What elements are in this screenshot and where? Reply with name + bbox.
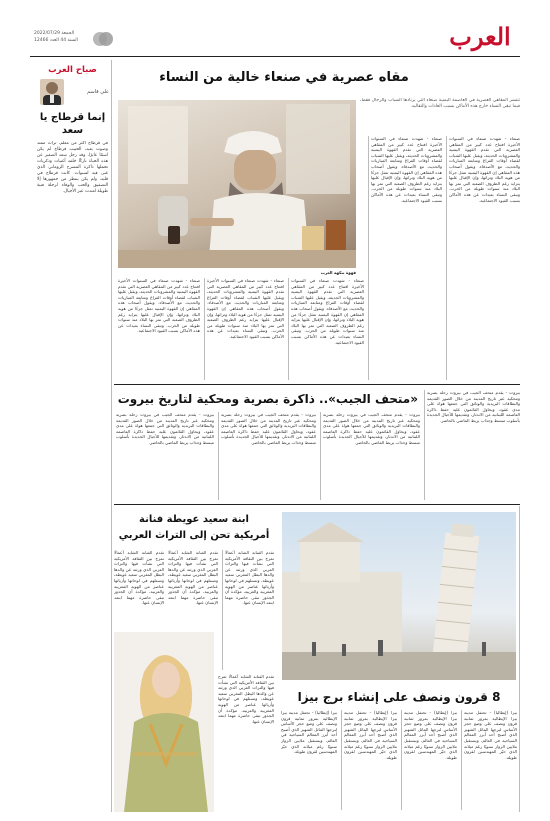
coffee-maker-illustration [118,100,356,268]
story-beirut-col-1: بيروت - يقدم متحف الجيب في بيروت رحلة بصرية ومحكية عبر تاريخ المدينة من خلال الصور القديمة والبطاقات البريدية والوثائق التي جمعها هواة على مدى عقود، ويحاول القائمون عليه حفظ ذاكرة العاصمة اللبنانية من الاندثار، وتقديمها للأجيال الجديدة بأسلوب مبسط وجذاب يربط الماضي بالحاضر. [424,390,520,500]
divider-2 [114,504,520,505]
author-portrait-icon [40,79,64,105]
story-beirut-col-4: بيروت - يقدم متحف الجيب في بيروت رحلة بصرية ومحكية عبر تاريخ المدينة من خلال الصور القديمة والبطاقات البريدية والوثائق التي جمعها هواة على مدى عقود، ويحاول القائمون عليه حفظ ذاكرة العاصمة اللبنانية من الاندثار، وتقديمها للأجيال الجديدة بأسلوب مبسط وجذاب يربط الماضي بالحاضر. [116,412,214,445]
column-section-label: صباح العرب [48,65,97,75]
emblem-icon [92,28,114,50]
author-avatar [40,79,64,105]
story-sanaa-title: مقاه عصرية في صنعاء خالية من النساء [159,70,409,85]
story-sanaa-col-5: صنعاء - شهدت صنعاء في السنوات الأخيرة افتتاح عدد كبير من المقاهي العصرية التي تقدم القهوة اليمنية والمشروبات الحديثة، ويقبل عليها الشباب لقضاء أوقات الفراغ ومتابعة المباريات والحديث مع الأصدقاء. ويقول أصحاب هذه المقاهي إن القهوة اليمنية تمثل جزءًا من هوية البلاد وتراثها، وإن الإقبال عليها يتزايد رغم الظروف الصعبة التي تمر بها البلاد منذ سنوات طويلة من الحرب. وتبقى النساء بعيدات عن هذه الأماكن بسبب القيود الاجتماعية. [118,278,200,334]
issue-line: السنة 44 العدد 12466 [34,38,78,43]
divider-1 [114,384,520,385]
logo-text: العرب [449,22,511,51]
story-aouita-col-3: تقدم الفنانة الشابة أعمالًا تمزج بين الثقافة الأمريكية التي نشأت فيها والتراث العربي الذي ورثته عن والدها البطل المغربي سعيد عويطة، وتستلهم في لوحاتها وأزيائها عناصر من الهوية المغربية والعربية، مؤكدة أن الجذور تبقى حاضرة مهما ابتعد الإنسان عنها. [114,550,164,606]
masthead-logo [440,22,520,52]
story-beirut-title: «متحف الجيب».. ذاكرة بصرية ومحكية لتاريخ بيروت [117,392,418,406]
story-beirut-col-2: بيروت - يقدم متحف الجيب في بيروت رحلة بصرية ومحكية عبر تاريخ المدينة من خلال الصور القديمة والبطاقات البريدية والوثائق التي جمعها هواة على مدى عقود، ويحاول القائمون عليه حفظ ذاكرة العاصمة اللبنانية من الاندثار، وتقديمها للأجيال الجديدة بأسلوب مبسط وجذاب يربط الماضي بالحاضر. [320,412,420,500]
author-name: علي قاسم [87,89,109,95]
story-pisa-title: 8 قرون ونصف على إنشاء برج بيزا [297,690,501,704]
masthead-rule [30,56,520,57]
story-beirut [114,386,520,502]
story-aouita-title-2: أمريكية تحن إلى التراث العربي [118,530,270,541]
story-pisa-col-1: بيزا (إيطاليا) - تحتفل مدينة بيزا الإيطالية بمرور ثمانية قرون ونصف على وضع حجر الأساس لبرجها المائل الشهير الذي أصبح أحد أبرز المعالم السياحية في العالم، ويستقبل ملايين الزوار سنويًا رغم ميلانه الذي حيّر المهندسين لقرون طويلة. [461,710,517,810]
pisa-tower-illustration [282,512,516,680]
story-sanaa-col-1: صنعاء - شهدت صنعاء في السنوات الأخيرة افتتاح عدد كبير من المقاهي العصرية التي تقدم القهوة اليمنية والمشروبات الحديثة، ويقبل عليها الشباب لقضاء أوقات الفراغ ومتابعة المباريات والحديث مع الأصدقاء. ويقول أصحاب هذه المقاهي إن القهوة اليمنية تمثل جزءًا من هوية البلاد وتراثها، وإن الإقبال عليها يتزايد رغم الظروف الصعبة التي تمر بها البلاد منذ سنوات طويلة من الحرب. وتبقى النساء بعيدات عن هذه الأماكن بسبب القيود الاجتماعية. [446,136,520,380]
story-sanaa-lead: تنتشر المقاهي العصرية في العاصمة اليمنية صنعاء التي يرتادها الشباب والرجال فقط، فيما تبقى النساء خارج هذه الأماكن بسبب العادات والتقاليد. [360,98,520,109]
story-sanaa-photo [118,100,356,268]
column-header [34,77,111,107]
story-pisa-photo [282,512,516,680]
masthead-emblem [92,28,114,50]
story-aouita [114,506,274,812]
column-title: إنما قرطاج يا سعد [39,112,106,136]
story-pisa-col-2: بيزا (إيطاليا) - تحتفل مدينة بيزا الإيطالية بمرور ثمانية قرون ونصف على وضع حجر الأساس لبرجها المائل الشهير الذي أصبح أحد أبرز المعالم السياحية في العالم، ويستقبل ملايين الزوار سنويًا رغم ميلانه الذي حيّر المهندسين لقرون طويلة. [401,710,457,810]
story-aouita-col-2: تقدم الفنانة الشابة أعمالًا تمزج بين الثقافة الأمريكية التي نشأت فيها والتراث العربي الذي ورثته عن والدها البطل المغربي سعيد عويطة، وتستلهم في لوحاتها وأزيائها عناصر من الهوية المغربية والعربية، مؤكدة أن الجذور تبقى حاضرة مهما ابتعد الإنسان عنها. [168,550,218,606]
date-line: الجمعة 2022/07/29 [34,31,75,36]
column-body: في قرطاج أكثر من معلم، تراث ممتد وصوت بعيد، الحبيب قرطاج لم يكن اسمًا عابرًا، وقد رحل سعد الصغير عن هذه الحياة تاركًا خلفه أغنيات وذكريات تحملها ذاكرة المسرح الروماني الذي غنى فيه لسنوات. كانت قرطاج في قلبه، ولم يكن ينتظر من جمهورها إلا التصفيق والحب والوفاء لرحلة فنية طويلة امتدت عبر الأجيال. [37,141,108,194]
story-sanaa-caption: قهوة بنكهة العرب [320,270,356,275]
woman-portrait-illustration [114,632,214,812]
story-sanaa-col-3: صنعاء - شهدت صنعاء في السنوات الأخيرة افتتاح عدد كبير من المقاهي العصرية التي تقدم القهوة اليمنية والمشروبات الحديثة، ويقبل عليها الشباب لقضاء أوقات الفراغ ومتابعة المباريات والحديث مع الأصدقاء. ويقول أصحاب هذه المقاهي إن القهوة اليمنية تمثل جزءًا من هوية البلاد وتراثها، وإن الإقبال عليها يتزايد رغم الظروف الصعبة التي تمر بها البلاد منذ سنوات طويلة من الحرب. وتبقى النساء بعيدات عن هذه الأماكن بسبب القيود الاجتماعية. [288,278,364,380]
story-aouita-title-1: ابنة سعيد عويطة فنانة [139,514,249,525]
story-beirut-col-3: بيروت - يقدم متحف الجيب في بيروت رحلة بصرية ومحكية عبر تاريخ المدينة من خلال الصور القديمة والبطاقات البريدية والوثائق التي جمعها هواة على مدى عقود، ويحاول القائمون عليه حفظ ذاكرة العاصمة اللبنانية من الاندثار، وتقديمها للأجيال الجديدة بأسلوب مبسط وجذاب يربط الماضي بالحاضر. [218,412,316,500]
story-pisa [278,506,520,812]
story-sanaa-col-4: صنعاء - شهدت صنعاء في السنوات الأخيرة افتتاح عدد كبير من المقاهي العصرية التي تقدم القهوة اليمنية والمشروبات الحديثة، ويقبل عليها الشباب لقضاء أوقات الفراغ ومتابعة المباريات والحديث مع الأصدقاء. ويقول أصحاب هذه المقاهي إن القهوة اليمنية تمثل جزءًا من هوية البلاد وتراثها، وإن الإقبال عليها يتزايد رغم الظروف الصعبة التي تمر بها البلاد منذ سنوات طويلة من الحرب. وتبقى النساء بعيدات عن هذه الأماكن بسبب القيود الاجتماعية. [204,278,284,380]
story-pisa-col-3: بيزا (إيطاليا) - تحتفل مدينة بيزا الإيطالية بمرور ثمانية قرون ونصف على وضع حجر الأساس لبرجها المائل الشهير الذي أصبح أحد أبرز المعالم السياحية في العالم، ويستقبل ملايين الزوار سنويًا رغم ميلانه الذي حيّر المهندسين لقرون طويلة. [341,710,397,810]
story-aouita-col-4: تقدم الفنانة الشابة أعمالًا تمزج بين الثقافة الأمريكية التي نشأت فيها والتراث العربي الذي ورثته عن والدها البطل المغربي سعيد عويطة، وتستلهم في لوحاتها وأزيائها عناصر من الهوية المغربية والعربية، مؤكدة أن الجذور تبقى حاضرة مهما ابتعد الإنسان عنها. [218,674,274,724]
story-aouita-col-1: تقدم الفنانة الشابة أعمالًا تمزج بين الثقافة الأمريكية التي نشأت فيها والتراث العربي الذي ورثته عن والدها البطل المغربي سعيد عويطة، وتستلهم في لوحاتها وأزيائها عناصر من الهوية المغربية والعربية، مؤكدة أن الجذور تبقى حاضرة مهما ابتعد الإنسان عنها. [222,550,274,670]
story-pisa-col-4: بيزا (إيطاليا) - تحتفل مدينة بيزا الإيطالية بمرور ثمانية قرون ونصف على وضع حجر الأساس لبرجها المائل الشهير الذي أصبح أحد أبرز المعالم السياحية في العالم، ويستقبل ملايين الزوار سنويًا رغم ميلانه الذي حيّر المهندسين لقرون طويلة. [281,710,337,755]
story-aouita-photo [114,632,214,812]
date-block [34,30,90,44]
opinion-column [34,60,112,812]
masthead [0,0,550,60]
story-sanaa [114,60,520,382]
story-sanaa-col-2: صنعاء - شهدت صنعاء في السنوات الأخيرة افتتاح عدد كبير من المقاهي العصرية التي تقدم القهوة اليمنية والمشروبات الحديثة، ويقبل عليها الشباب لقضاء أوقات الفراغ ومتابعة المباريات والحديث مع الأصدقاء. ويقول أصحاب هذه المقاهي إن القهوة اليمنية تمثل جزءًا من هوية البلاد وتراثها، وإن الإقبال عليها يتزايد رغم الظروف الصعبة التي تمر بها البلاد منذ سنوات طويلة من الحرب. وتبقى النساء بعيدات عن هذه الأماكن بسبب القيود الاجتماعية. [368,136,442,380]
